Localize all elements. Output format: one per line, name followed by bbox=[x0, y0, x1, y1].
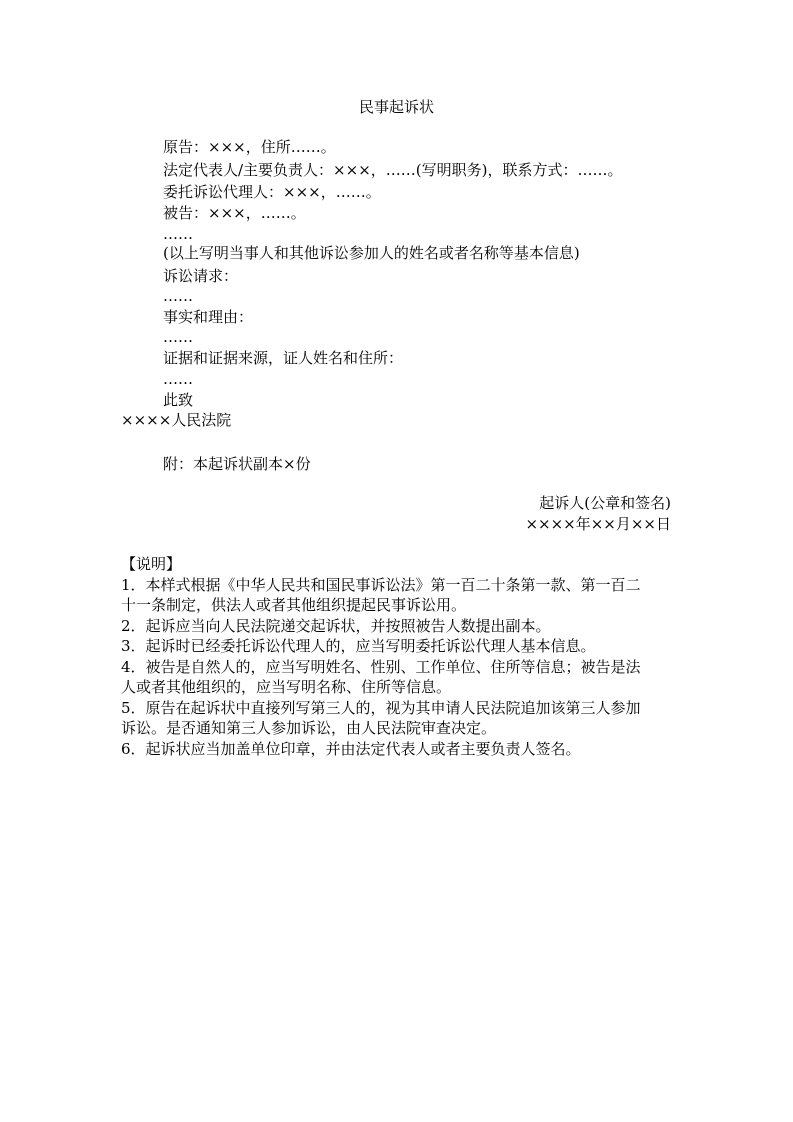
note-line: 2．起诉应当向人民法院递交起诉状，并按照被告人数提出副本。 bbox=[121, 616, 551, 635]
plaintiff-line: 原告：×××，住所……。 bbox=[163, 138, 336, 156]
note-line: 人或者其他组织的，应当写明名称、住所等信息。 bbox=[121, 678, 452, 696]
evidence-ellipsis: …… bbox=[163, 370, 193, 388]
note-line: 6．起诉状应当加盖单位印章，并由法定代表人或者主要负责人签名。 bbox=[121, 739, 581, 758]
date-line: ××××年××月××日 bbox=[525, 515, 671, 533]
note-line: 3．起诉时已经委托诉讼代理人的，应当写明委托诉讼代理人基本信息。 bbox=[121, 637, 596, 655]
evidence-heading: 证据和证据来源，证人姓名和住所： bbox=[163, 349, 404, 367]
claims-ellipsis: …… bbox=[163, 287, 193, 305]
note-line: 4．被告是自然人的，应当写明姓名、性别、工作单位、住所等信息；被告是法 bbox=[121, 657, 641, 676]
parties-note-line: (以上写明当事人和其他诉讼参加人的姓名或者名称等基本信息) bbox=[163, 244, 580, 262]
notes-section bbox=[121, 554, 676, 759]
agent-line: 委托诉讼代理人：×××，……。 bbox=[163, 183, 381, 201]
notes-heading: 【说明】 bbox=[121, 555, 182, 573]
legal-representative-line: 法定代表人/主要负责人：×××，……(写明职务)，联系方式：……。 bbox=[163, 161, 623, 179]
signature-line: 起诉人(公章和签名) bbox=[539, 494, 671, 512]
ellipsis-line: …… bbox=[163, 225, 193, 243]
note-line: 5．原告在起诉状中直接列写第三人的，视为其申请人民法院追加该第三人参加 bbox=[121, 698, 641, 717]
facts-ellipsis: …… bbox=[163, 328, 193, 346]
court-name: ××××人民法院 bbox=[121, 411, 232, 429]
attachment-line: 附：本起诉状副本×份 bbox=[163, 455, 311, 473]
salutation-line: 此致 bbox=[163, 391, 194, 409]
note-line: 十一条制定，供法人或者其他组织提起民事诉讼用。 bbox=[121, 596, 467, 614]
defendant-line: 被告：×××，……。 bbox=[163, 204, 306, 222]
note-line: 1．本样式根据《中华人民共和国民事诉讼法》第一百二十条第一款、第一百二 bbox=[121, 575, 641, 594]
note-line: 诉讼。是否通知第三人参加诉讼，由人民法院审查决定。 bbox=[121, 719, 497, 737]
document-title: 民事起诉状 bbox=[358, 98, 434, 116]
claims-heading: 诉讼请求： bbox=[163, 267, 239, 285]
facts-heading: 事实和理由： bbox=[163, 308, 254, 326]
